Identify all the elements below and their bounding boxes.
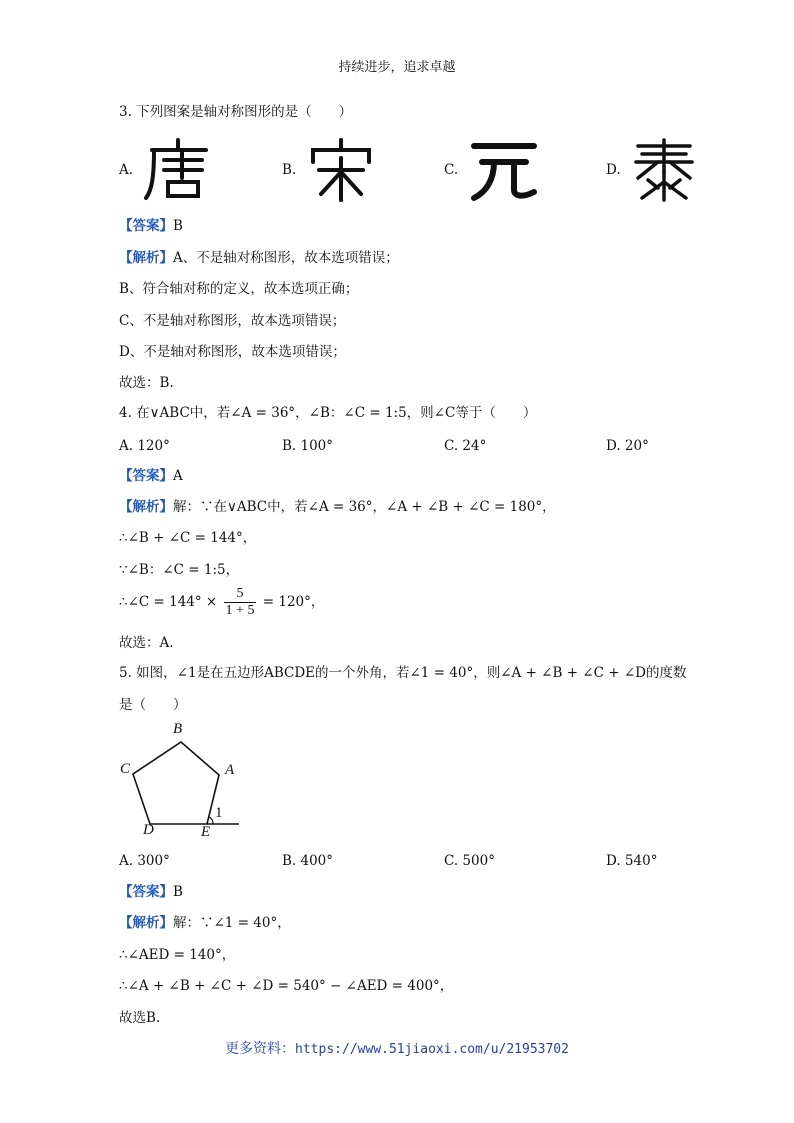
q4-answer: 【答案】A (119, 468, 183, 484)
angle-1-arc (209, 817, 213, 824)
q5-stem-line-1: 5. 如图，∠1是在五边形ABCDE的一个外角，若∠1 = 40°，则∠A + ∠B + ∠C + ∠D的度数 (119, 665, 687, 681)
q5-option-a: A. 300° (119, 853, 170, 869)
q3-option-d-label: D. (606, 162, 621, 178)
q3-answer: 【答案】B (119, 218, 183, 234)
footer-label: 更多资料： (225, 1041, 296, 1057)
q5-conclusion: 故选B. (119, 1010, 161, 1026)
vertex-b-label: B (173, 721, 183, 737)
q5-option-c: C. 500° (444, 853, 495, 869)
q3-option-d-glyph-icon (628, 138, 700, 202)
vertex-c-label: C (120, 761, 131, 777)
page-footer (0, 1038, 794, 1058)
q3-analysis-line-2: B、符合轴对称的定义，故本选项正确； (119, 281, 359, 297)
q4-option-d: D. 20° (606, 438, 649, 454)
page-header: 持续进步，追求卓越 (338, 60, 456, 75)
q4-analysis-line-2: ∴∠B + ∠C = 144°， (119, 530, 257, 546)
q3-analysis-line-3: C、不是轴对称图形，故本选项错误； (119, 313, 346, 329)
q3-option-a-glyph-icon (142, 138, 214, 202)
pentagon-figure (115, 720, 245, 845)
q5-stem-line-2: 是（ ） (119, 697, 187, 713)
q5-option-d: D. 540° (606, 853, 658, 869)
q5-analysis-line-3: ∴∠A + ∠B + ∠C + ∠D = 540° − ∠AED = 400°， (119, 978, 454, 994)
q5-option-b: B. 400° (282, 853, 334, 869)
q4-analysis-line-3: ∵∠B：∠C = 1:5， (119, 562, 240, 578)
angle-1-label: 1 (215, 805, 223, 821)
vertex-d-label: D (143, 822, 154, 838)
q4-option-c: C. 24° (444, 438, 487, 454)
vertex-e-label: E (201, 824, 211, 840)
q5-analysis-line-1: 【解析】解：∵∠1 = 40°， (119, 915, 291, 931)
q4-stem: 4. 在∨ABC中，若∠A = 36°，∠B：∠C = 1:5，则∠C等于（ ） (119, 405, 537, 421)
q5-analysis-line-2: ∴∠AED = 140°， (119, 947, 236, 963)
q3-conclusion: 故选：B. (119, 375, 174, 391)
q5-answer: 【答案】B (119, 884, 183, 900)
q4-conclusion: 故选：A. (119, 635, 174, 651)
pentagon-shape (133, 742, 219, 824)
q4-option-b: B. 100° (282, 438, 334, 454)
q3-option-a-label: A. (119, 162, 134, 178)
q3-option-b-glyph-icon (305, 138, 377, 202)
q3-analysis-line-1: 【解析】A、不是轴对称图形，故本选项错误； (119, 250, 399, 266)
fraction: $\frac{5}{1 + 5}$ (225, 586, 255, 618)
vertex-a-label: A (225, 762, 235, 778)
q3-option-c-label: C. (444, 162, 459, 178)
q4-option-a: A. 120° (119, 438, 170, 454)
q4-analysis-line-1: 【解析】解：∵在∨ABC中，若∠A = 36°，∠A + ∠B + ∠C = 180°， (119, 499, 556, 515)
q3-analysis-line-4: D、不是轴对称图形，故本选项错误； (119, 344, 346, 360)
q3-stem: 3. 下列图案是轴对称图形的是（ ） (119, 104, 353, 120)
footer-link[interactable]: https://www.51jiaoxi.com/u/21953702 (295, 1042, 569, 1057)
q4-calculation: ∴∠C = 144° × $\frac{5}{1 + 5}$ = 120°， (119, 586, 325, 618)
q3-option-c-glyph-icon (468, 138, 540, 202)
q3-option-b-label: B. (282, 162, 297, 178)
